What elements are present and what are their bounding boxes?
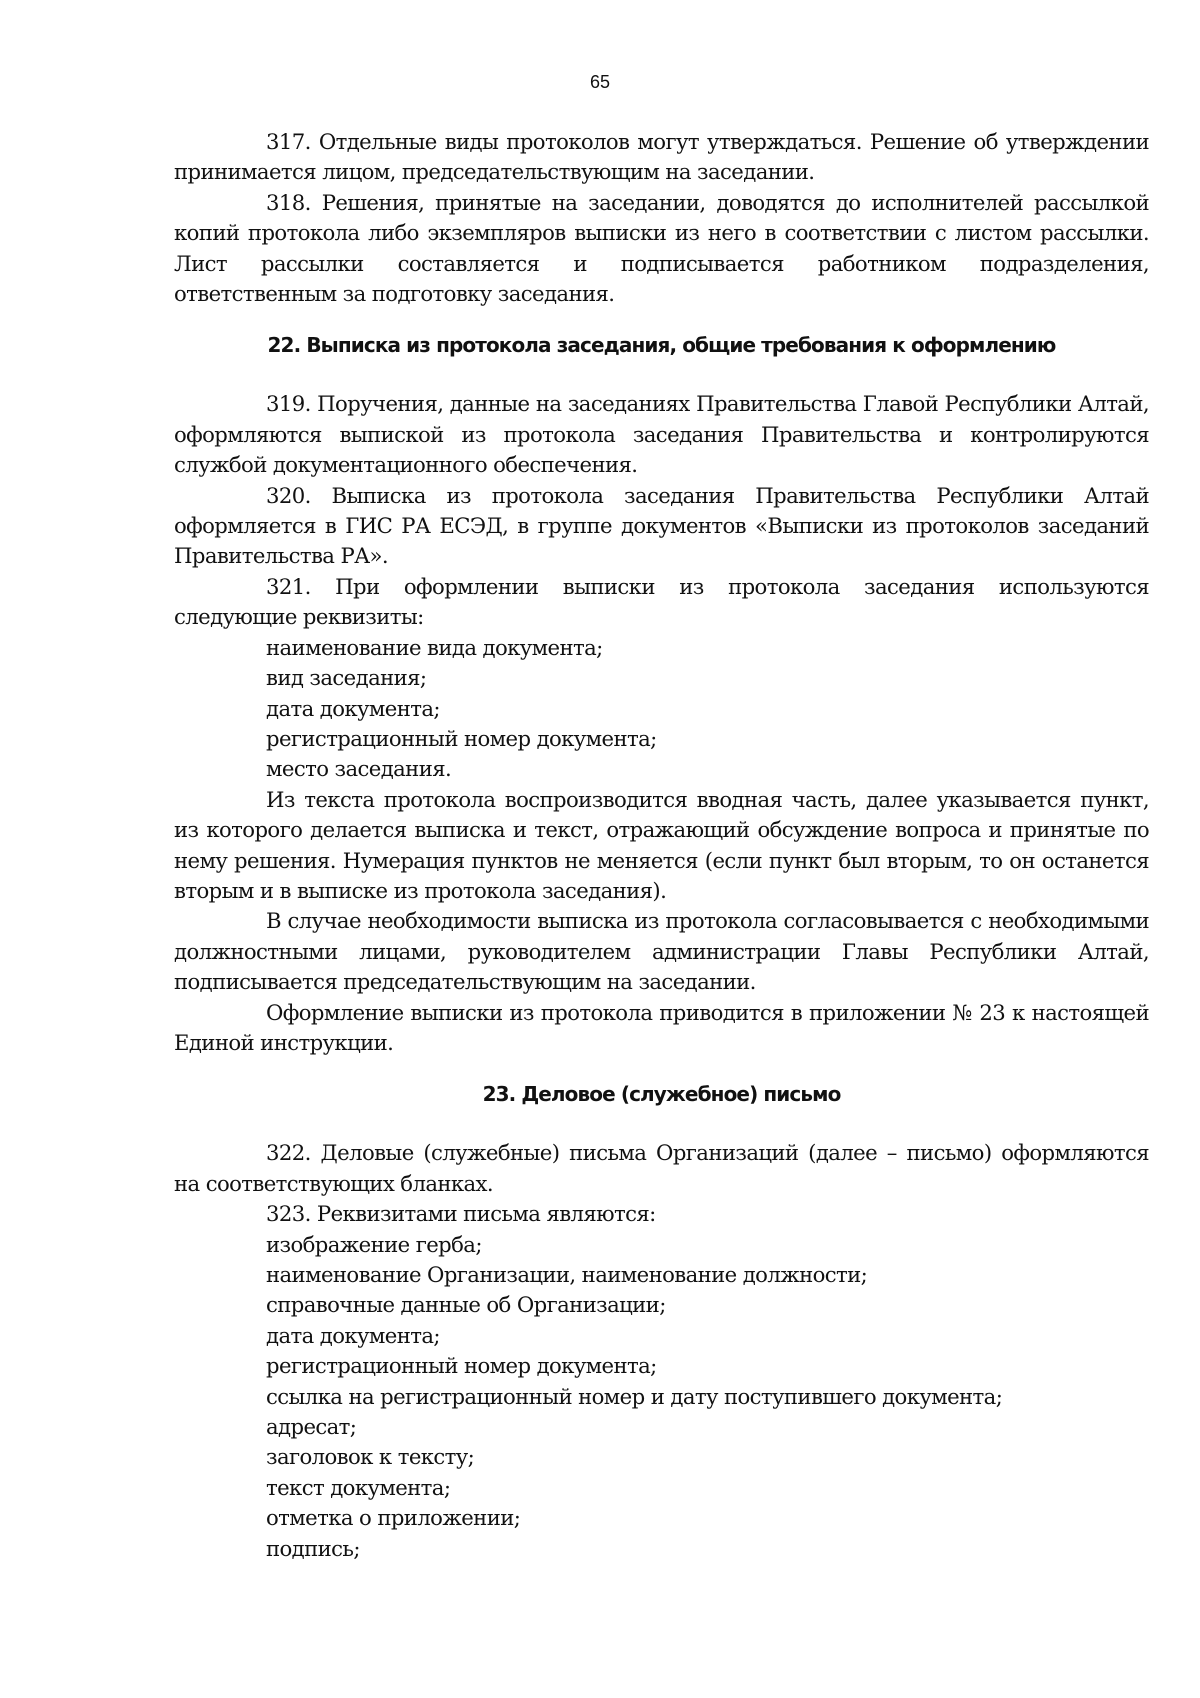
paragraph-321: 321. При оформлении выписки из протокола заседания используются следующие реквизиты:	[174, 573, 1149, 630]
list-item: подпись;	[266, 1535, 360, 1561]
list-item: регистрационный номер документа;	[266, 1353, 657, 1379]
paragraph-317: 317. Отдельные виды протоколов могут утверждаться. Решение об утверждении принимается лицом, председательствующим на заседании.	[174, 129, 1149, 185]
list-item: регистрационный номер документа;	[266, 725, 657, 751]
list-item: ссылка на регистрационный номер и дату поступившего документа;	[266, 1383, 1003, 1409]
section-23-heading: 23. Деловое (служебное) письмо	[482, 1082, 841, 1107]
paragraph-extract-text: Из текста протокола воспроизводится вводная часть, далее указывается пункт, из которого делается выписка и текст, отражающий обсуждение вопроса и принятые по нему решения. Нумерация пунктов не меняется (если пункт был вторым, то он останется вторым и в выписке из протокола заседания).	[174, 786, 1149, 903]
list-item: вид заседания;	[266, 665, 427, 691]
paragraph-323: 323. Реквизитами письма являются:	[266, 1201, 656, 1227]
paragraph-320: 320. Выписка из протокола заседания Правительства Республики Алтай оформляется в ГИС РА ЕСЭД, в группе документов «Выписки из протоколов заседаний Правительства РА».	[174, 482, 1149, 569]
list-item: место заседания.	[266, 756, 452, 782]
paragraph-approval: В случае необходимости выписка из протокола согласовывается с необходимыми должностными лицами, руководителем администрации Главы Республики Алтай, подписывается председательствующим на заседании.	[174, 908, 1149, 995]
paragraph-322: 322. Деловые (служебные) письма Организаций (далее – письмо) оформляются на соответствующих бланках.	[174, 1140, 1149, 1196]
list-item: текст документа;	[266, 1474, 451, 1500]
list-item: дата документа;	[266, 1322, 440, 1348]
list-item: изображение герба;	[266, 1231, 482, 1257]
paragraph-appendix: Оформление выписки из протокола приводится в приложении № 23 к настоящей Единой инструкции.	[174, 999, 1149, 1055]
list-item: наименование вида документа;	[266, 634, 603, 660]
document-body	[174, 127, 1149, 1564]
list-item: дата документа;	[266, 695, 440, 721]
list-item: справочные данные об Организации;	[266, 1292, 666, 1318]
paragraph-318: 318. Решения, принятые на заседании, доводятся до исполнителей рассылкой копий протокола либо экземпляров выписки из него в соответствии с листом рассылки. Лист рассылки составляется и подписывается работником подразделения, ответственным за подготовку заседания.	[174, 189, 1149, 307]
section-22-heading: 22. Выписка из протокола заседания, общие требования к оформлению	[267, 333, 1056, 358]
paragraph-319: 319. Поручения, данные на заседаниях Правительства Главой Республики Алтай, оформляются выпиской из протокола заседания Правительства и контролируются службой документационного обеспечения.	[174, 391, 1149, 478]
list-item: адресат;	[266, 1414, 357, 1440]
list-item: наименование Организации, наименование должности;	[266, 1262, 868, 1287]
page-number: 65	[589, 72, 611, 92]
list-item: отметка о приложении;	[266, 1505, 521, 1531]
list-item: заголовок к тексту;	[266, 1444, 475, 1470]
